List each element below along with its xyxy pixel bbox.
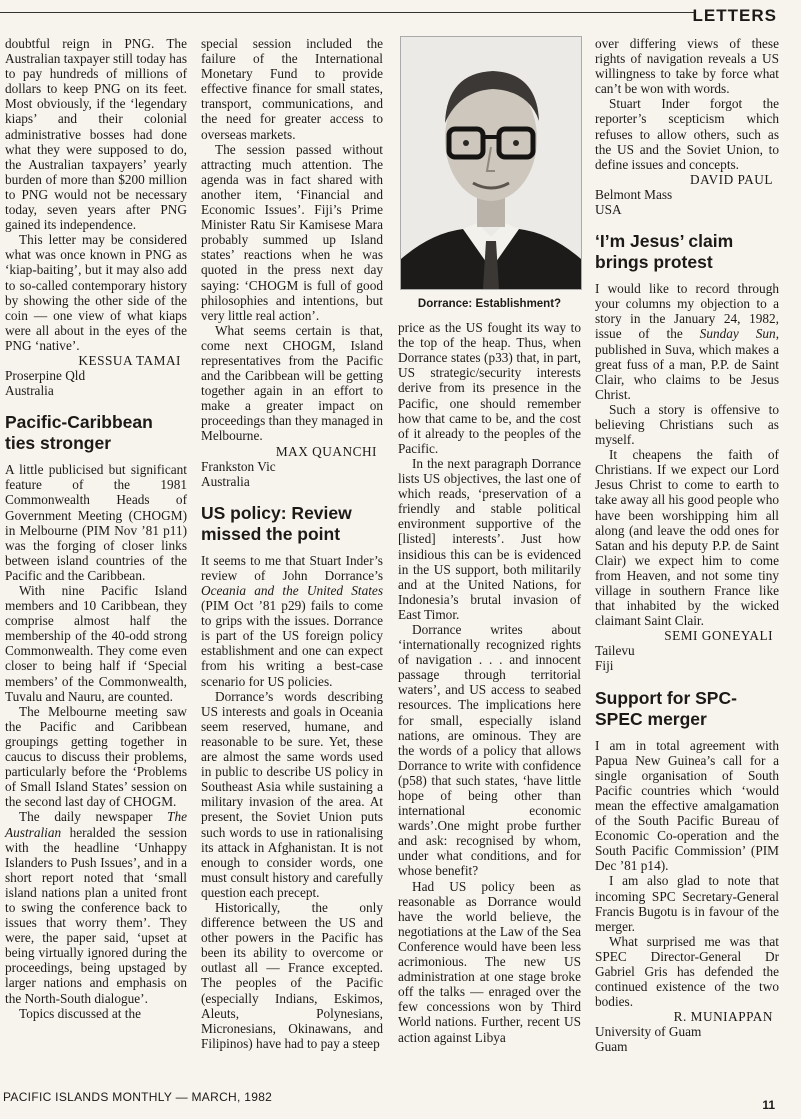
signature-country: Australia [5,383,54,399]
letter-paragraph: What surprised me was that SPEC Director-General Dr Gabriel Gris has defended the continued existence of the two bodies. [595,933,779,1010]
letter-paragraph: Stuart Inder forgot the reporter’s scepticism which refuses to allow others, such as the US and the Soviet Union, to define issues and concepts. [595,96,779,172]
signature: SEMI GONEYALI [664,628,773,644]
letter-paragraph: I am also glad to note that incoming SPC Secretary-General Francis Bugotu is in favour of the merger. [595,873,779,934]
portrait-photo [400,36,582,290]
letter-paragraph: This letter may be considered what was once known in PNG as ‘kiap-baiting’, but it may also add to so-called contemporary history by showing the other side of the coin — one view of what kiaps were all about in the eyes of the PNG ‘native’. [5,232,187,353]
photo-caption: Dorrance: Establishment? [417,298,562,310]
signature-place: Proserpine Qld [5,368,86,384]
column-1 [5,36,187,1021]
letter-paragraph: price as the US fought its way to the top of the heap. Thus, when Dorrance states (p33) that, in part, US strategic/security interests derive from its presence in the Pacific, one should remember how that came to be, and the cost of it already to the peoples of the Pacific. [398,320,581,456]
letter-paragraph: Such a story is offensive to believing Christians such as myself. [595,401,779,448]
letter-paragraph: special session included the failure of the International Monetary Fund to provide effective finance for small states, transport, communications, and the need for greater access to overseas markets. [201,36,383,142]
letter-paragraph: It seems to me that Stuart Inder’s review of John Dorrance’s Oceania and the United States (PIM Oct ’81 p29) fails to come to grips with the issues. Dorrance is part of the US foreign policy establishment and one can expect from his writing a best-case scenario for US policies. [201,552,383,689]
column-3 [398,36,581,1045]
signature-place: Belmont Mass [595,186,673,202]
signature-country: USA [595,202,622,218]
page-number: 11 [762,1098,775,1112]
headline: ‘I’m Jesus’ claim brings protest [595,231,734,273]
section-title: LETTERS [692,6,777,25]
letter-paragraph: In the next paragraph Dorrance lists US objectives, the last one of which reads, ‘preservation of a friendly and stable political environment supportive of the [listed] interests’. Just how insidious this can be is evidenced in the US support, both militarily and at the United Nations, for Indonesia’s brutal invasion of East Timor. [398,455,581,622]
column-2 [201,36,383,1051]
signature-place: Tailevu [595,643,635,659]
signature: DAVID PAUL [690,171,773,187]
letter-paragraph: The Melbourne meeting saw the Pacific and Caribbean groupings getting together in caucus to discuss their problems, particularly before the ‘Problems of Small Island States’ session on the second last day of CHOGM. [5,703,187,810]
headline: Pacific-Caribbean ties stronger [5,412,153,454]
column-4 [595,36,779,1055]
letter-paragraph: A little publicised but significant feature of the 1981 Commonwealth Heads of Government Meeting (CHOGM) in Melbourne (PIM Nov ’81 p11) was the forging of closer links between island countries of the Pacific and the Caribbean. [5,462,187,583]
letter-paragraph: It cheapens the faith of Christians. If we expect our Lord Jesus Christ to come to earth to take away all his good people who have been worshipping him all along (and leave the odd ones for Satan and his deputy P.P. de Saint Clair) we expect him to come from Heaven, and not some tiny village in southern France like that inhabited by the wicked claimant Saint Clair. [595,447,779,629]
letter-paragraph: With nine Pacific Island members and 10 Caribbean, they comprise almost half the membership of the 40-odd strong Commonwealth. They come even closer to being half if ‘Special members’ of the Commonwealth, Tuvalu and Nauru, are counted. [5,583,187,704]
signature: MAX QUANCHI [275,443,377,459]
letter-paragraph: I would like to record through your columns my objection to a story in the January 24, 1982, issue of the Sunday Sun, published in Suva, which makes a great fuss of a man, P.P. de Saint Clair, who claims to be Jesus Christ. [595,281,780,402]
letter-paragraph: over differing views of these rights of navigation reveals a US willingness to take by force what can’t be won with words. [595,36,779,97]
letter-paragraph: What seems certain is that, come next CHOGM, Island representatives from the Pacific and the Caribbean will be getting together again in an effort to make a greater impact on proceedings than they managed in Melbourne. [201,322,383,444]
signature-place: University of Guam [595,1024,702,1040]
signature: R. MUNIAPPAN [673,1009,773,1025]
signature-country: Guam [595,1039,628,1055]
signature: KESSUA TAMAI [78,352,181,368]
letter-paragraph: Historically, the only difference between the US and other powers in the Pacific has been its ability to overcome or outlast all — France excepted. The peoples of the Pacific (especially Indians, Eskimos, Aleuts, Polynesians, Micronesians, Okinawans, and Filipinos) have had to pay a steep [201,899,383,1051]
signature-place: Frankston Vic [201,458,276,474]
header-rule [0,12,696,13]
letter-paragraph: I am in total agreement with Papua New Guinea’s call for a single organisation of South Pacific countries which ‘would mean the effective amalgamation of the South Pacific Bureau of Economic Co-operation and the South Pacific Commission’ (PIM Dec ’81 p14). [595,737,779,874]
letter-paragraph: The daily newspaper The Australian heralded the session with the headline ‘Unhappy Islanders to Push Issues’, and in a short report noted that ‘small island nations plan a united front to swing the conference back to issues that worry them’. They were, the paper said, ‘upset at being virtually ignored during the proceedings, being upstaged by larger nations and emphasis on the North-South dialogue’. [5,809,187,1006]
letter-paragraph: Topics discussed at the [19,1005,142,1021]
headline: US policy: Review missed the point [201,502,352,544]
portrait-illustration [401,37,581,289]
letter-paragraph: doubtful reign in PNG. The Australian taxpayer still today has to pay hundreds of millions of dollars to keep PNG on its feet. Most obviously, if the ‘legendary kiaps’ and their colonial administrative bosses had done what they were supposed to do, the Australian taxpayers’ yearly burden of more than $200 million to PNG would not be necessary today, seven years after PNG gained its independence. [5,36,187,233]
signature-country: Australia [201,473,250,489]
letter-paragraph: Had US policy been as reasonable as Dorrance would have the world believe, the negotiations at the Law of the Sea Conference would have been less acrimonious. The new US administration at one stage broke off the talks — enraged over the few concessions won by Third World nations. Further, recent US action against Libya [398,878,581,1045]
letter-paragraph: Dorrance writes about ‘internationally recognized rights of navigation . . . and innocent passage through territorial waters’, and US access to seabed resources. The implications here for small, especially island nations, are ominous. They are the words of a policy that allows Dorrance to write with confidence (p58) that such states, ‘have little hope of being other than international economic wards’.One might probe further and ask: recognised by whom, under what conditions, and for whose benefit? [398,621,581,879]
publication-footer: PACIFIC ISLANDS MONTHLY — MARCH, 1982 [3,1090,273,1104]
letter-paragraph: Dorrance’s words describing US interests and goals in Oceania seem reserved, humane, and reasonable to be sure. Yet, these are almost the same words used in public to describe US policy in Southeast Asia while sustaining a military invasion of the area. At present, the Soviet Union puts such words to use in rationalising its attack in Afghanistan. It is not enough to consider words, one must consult history and carefully question each precept. [201,688,383,900]
signature-country: Fiji [595,658,614,674]
headline: Support for SPC-SPEC merger [595,687,737,729]
letter-paragraph: The session passed without attracting much attention. The agenda was in fact shared with another item, ‘Financial and Economic Issues’. Fiji’s Prime Minister Ratu Sir Kamisese Mara probably summed up Island states’ reactions when he was quoted in the press next day saying: ‘CHOGM is full of good philosophies and intentions, but very little real action’. [201,141,383,323]
